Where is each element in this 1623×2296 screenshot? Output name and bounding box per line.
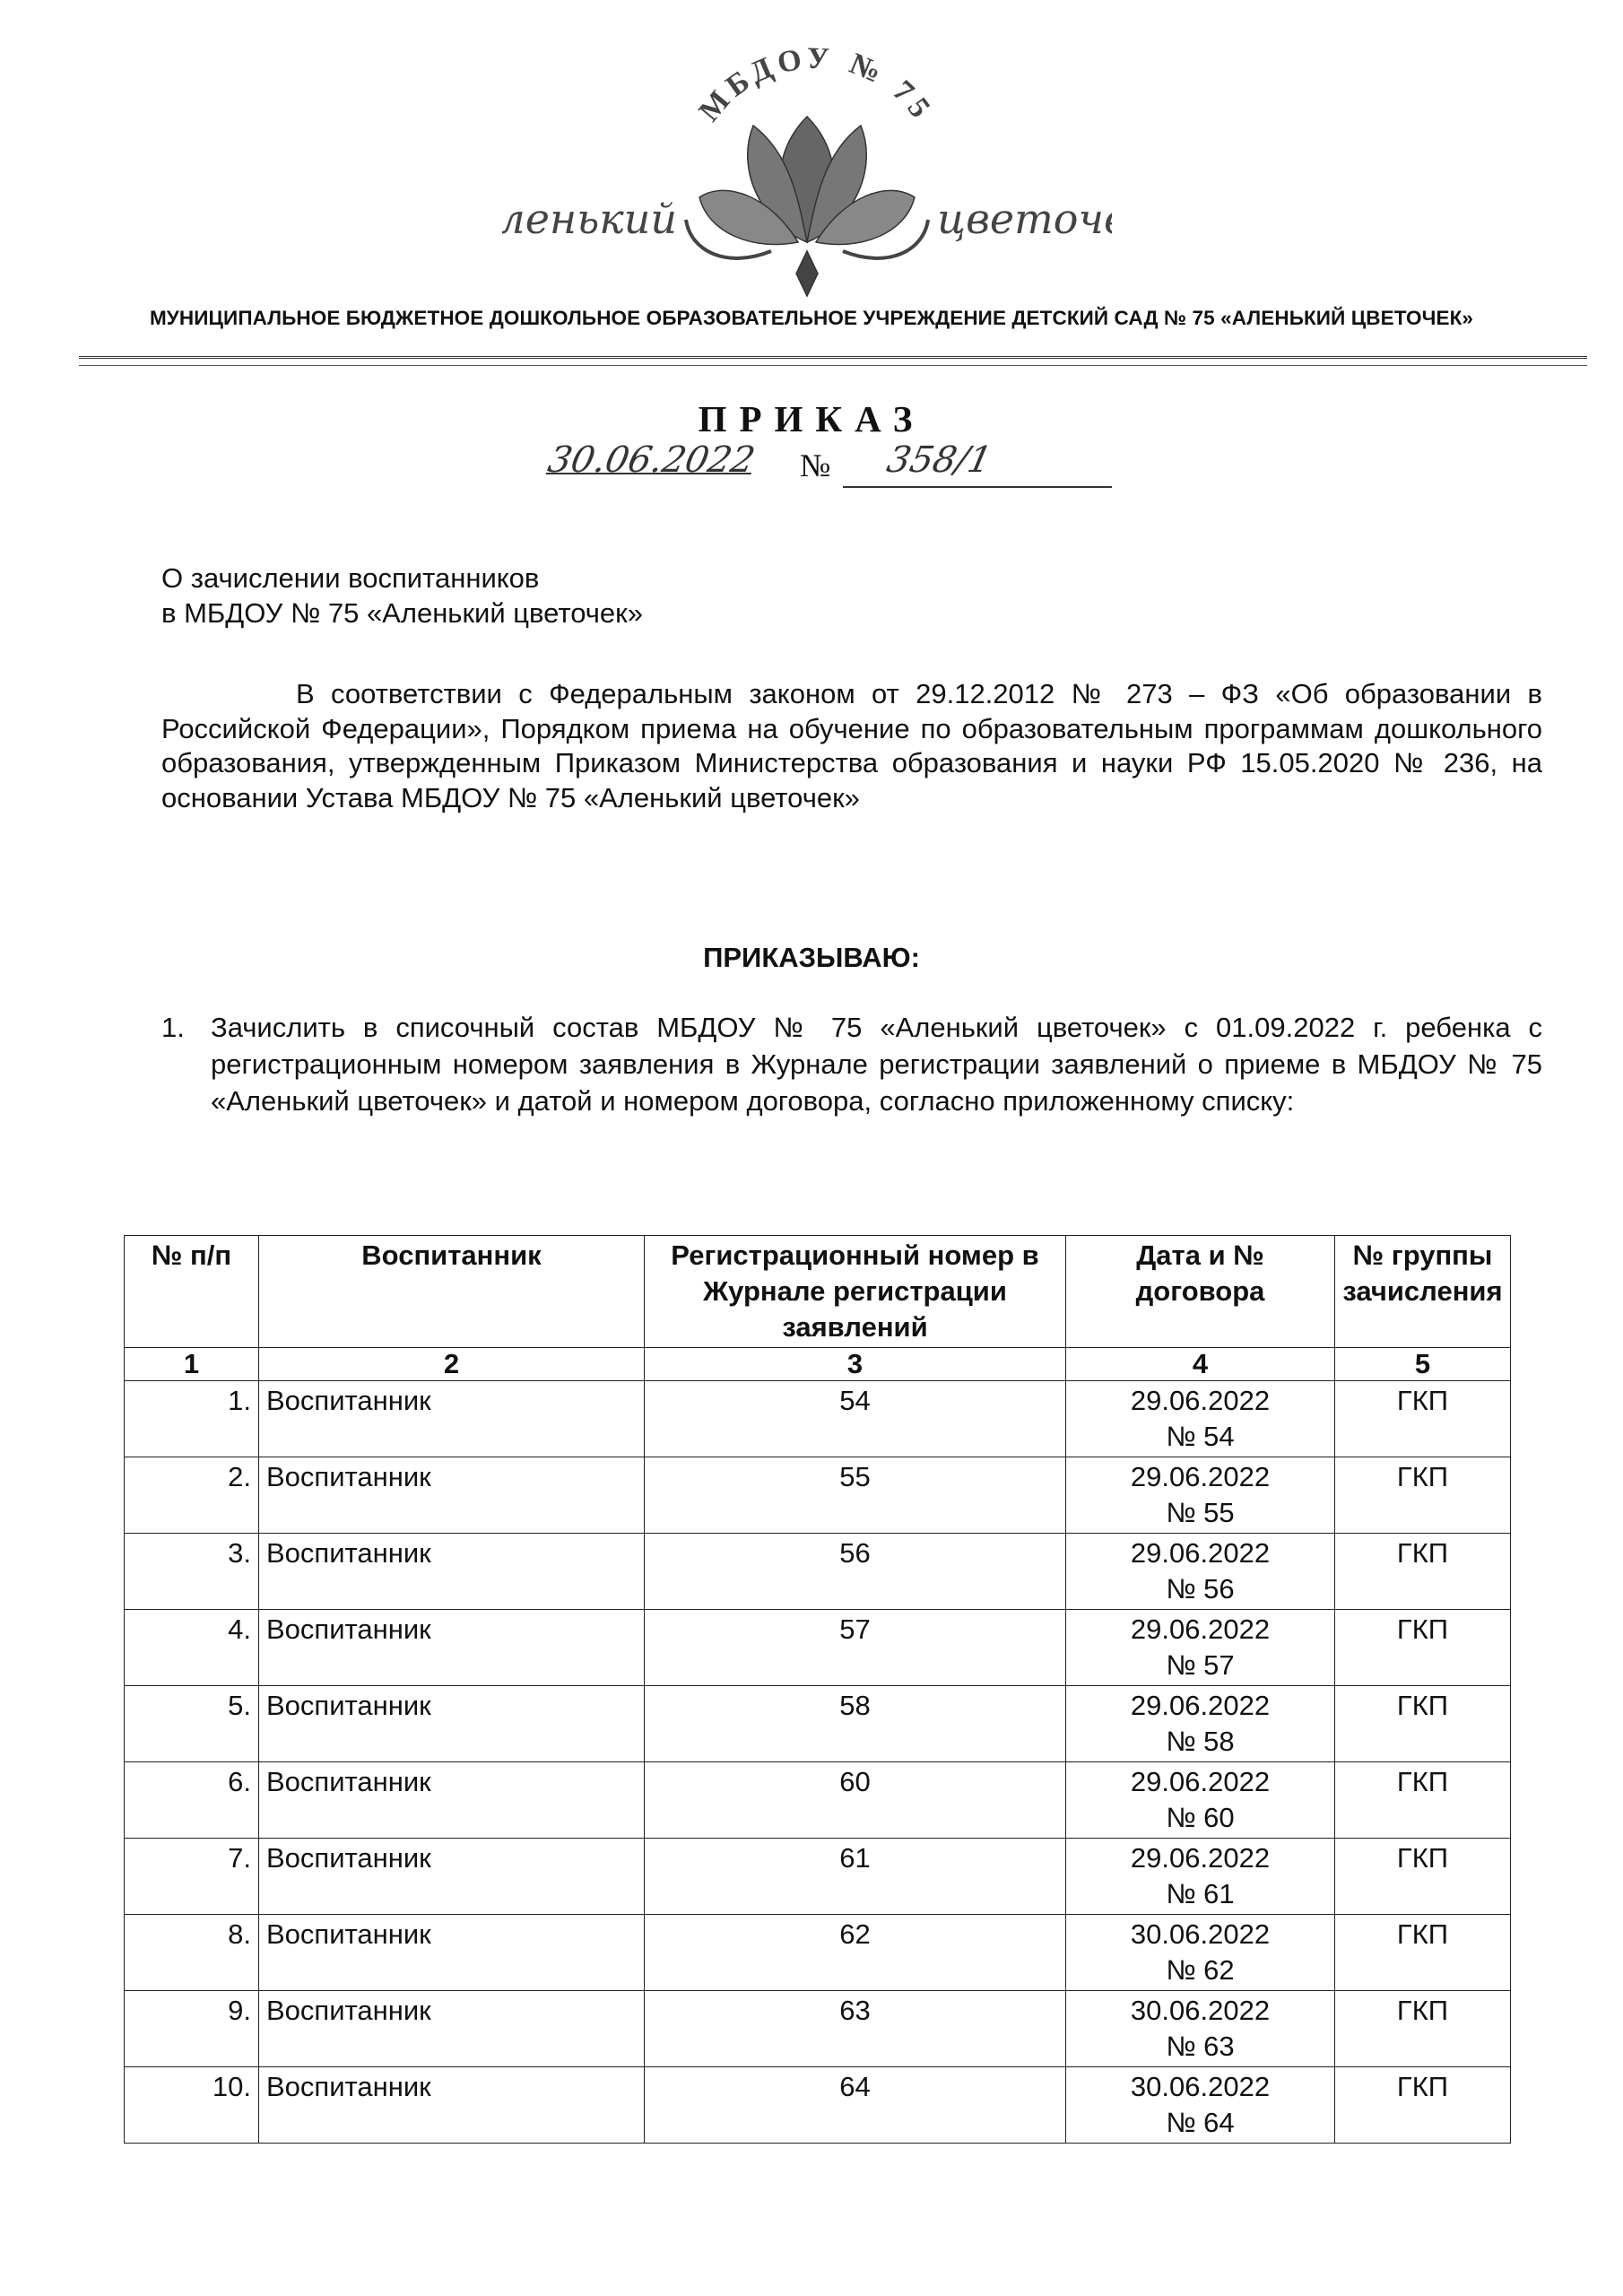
contract-number: № 56 <box>1166 1573 1235 1605</box>
table-row <box>125 2067 1511 2144</box>
contract-number: № 55 <box>1166 1497 1235 1528</box>
group-cell: ГКП <box>1335 1686 1511 1762</box>
contract-date: 29.06.2022 <box>1130 1461 1271 1492</box>
enrollment-table <box>124 1235 1511 2144</box>
order-item-1 <box>161 1009 1542 1119</box>
column-index: 4 <box>1066 1348 1335 1381</box>
contract-number: № 60 <box>1166 1802 1235 1833</box>
header-number: № п/п <box>125 1236 259 1348</box>
group-cell: ГКП <box>1335 1839 1511 1915</box>
group-cell: ГКП <box>1335 1381 1511 1457</box>
header-divider-thin <box>79 365 1587 366</box>
pupil-name: Воспитанник <box>259 2067 645 2144</box>
registration-number: 58 <box>645 1686 1066 1762</box>
contract-cell <box>1066 1762 1335 1839</box>
document-title: ПРИКАЗ <box>698 398 925 439</box>
group-cell: ГКП <box>1335 1610 1511 1686</box>
contract-date: 29.06.2022 <box>1130 1690 1271 1721</box>
table-row <box>125 1534 1511 1610</box>
contract-date: 29.06.2022 <box>1130 1842 1271 1874</box>
contract-date: 30.06.2022 <box>1130 2071 1271 2102</box>
contract-cell <box>1066 1991 1335 2067</box>
contract-number: № 61 <box>1166 1878 1235 1909</box>
logo-left-text: енький <box>525 195 677 243</box>
svg-text:МБДОУ № 75 <box>693 42 940 128</box>
kindergarten-logo <box>502 27 1112 305</box>
registration-number: 54 <box>645 1381 1066 1457</box>
table-row <box>125 1915 1511 1991</box>
subject-line-2: в МБДОУ № 75 «Аленький цветочек» <box>161 597 643 629</box>
contract-cell <box>1066 1381 1335 1457</box>
group-cell: ГКП <box>1335 2067 1511 2144</box>
contract-date: 30.06.2022 <box>1130 1995 1271 2026</box>
pupil-name: Воспитанник <box>259 1839 645 1915</box>
row-number: 10. <box>125 2067 259 2144</box>
registration-number: 64 <box>645 2067 1066 2144</box>
row-number: 6. <box>125 1762 259 1839</box>
row-number: 5. <box>125 1686 259 1762</box>
contract-date: 30.06.2022 <box>1130 1918 1271 1950</box>
pupil-name: Воспитанник <box>259 1915 645 1991</box>
row-number: 8. <box>125 1915 259 1991</box>
column-index: 2 <box>259 1348 645 1381</box>
contract-cell <box>1066 1839 1335 1915</box>
column-index: 5 <box>1335 1348 1511 1381</box>
handwritten-date: 30.06.2022 <box>544 439 759 481</box>
order-subject <box>161 561 643 631</box>
flower-logo-icon <box>502 27 1112 305</box>
table-row <box>125 1457 1511 1534</box>
pupil-name: Воспитанник <box>259 1610 645 1686</box>
registration-number: 56 <box>645 1534 1066 1610</box>
registration-number: 55 <box>645 1457 1066 1534</box>
group-cell: ГКП <box>1335 1762 1511 1839</box>
number-underline <box>843 486 1112 488</box>
table-header-row <box>125 1236 1511 1348</box>
group-cell: ГКП <box>1335 1457 1511 1534</box>
table-row <box>125 1839 1511 1915</box>
header-group: № группы зачисления <box>1335 1236 1511 1348</box>
logo-arc-text: МБДОУ № 75 <box>692 41 940 128</box>
row-number: 1. <box>125 1381 259 1457</box>
contract-date: 29.06.2022 <box>1130 1766 1271 1797</box>
contract-cell <box>1066 1915 1335 1991</box>
table-index-row <box>125 1348 1511 1381</box>
group-cell: ГКП <box>1335 1534 1511 1610</box>
header-contract: Дата и № договора <box>1066 1236 1335 1348</box>
pupil-name: Воспитанник <box>259 1457 645 1534</box>
registration-number: 60 <box>645 1762 1066 1839</box>
contract-cell <box>1066 1457 1335 1534</box>
item-text: Зачислить в списочный состав МБДОУ № 75 «Аленький цветочек» с 01.09.2022 г. ребенка с регистрационным номером заявления в Журнале регистрации заявлений о приеме в МБДОУ № 75 «Аленький цветочек» и датой и номером договора, согласно приложенному списку: <box>211 1012 1542 1117</box>
table-row <box>125 1686 1511 1762</box>
table-row <box>125 1610 1511 1686</box>
pupil-name: Воспитанник <box>259 1991 645 2067</box>
item-number: 1. <box>161 1012 185 1043</box>
contract-number: № 57 <box>1166 1649 1235 1681</box>
pupil-name: Воспитанник <box>259 1686 645 1762</box>
contract-cell <box>1066 1686 1335 1762</box>
order-heading: ПРИКАЗЫВАЮ: <box>703 942 920 973</box>
pupil-name: Воспитанник <box>259 1534 645 1610</box>
contract-date: 29.06.2022 <box>1130 1537 1271 1569</box>
registration-number: 62 <box>645 1915 1066 1991</box>
handwritten-order-number: 358/1 <box>883 439 996 481</box>
header-registration-number: Регистрационный номер в Журнале регистрации заявлений <box>645 1236 1066 1348</box>
subject-line-1: О зачислении воспитанников <box>161 562 540 594</box>
contract-number: № 54 <box>1166 1421 1235 1452</box>
contract-date: 29.06.2022 <box>1130 1613 1271 1645</box>
contract-number: № 64 <box>1166 2107 1235 2138</box>
registration-number: 63 <box>645 1991 1066 2067</box>
logo-right-text: цветоч <box>937 195 1105 243</box>
group-cell: ГКП <box>1335 1915 1511 1991</box>
row-number: 3. <box>125 1534 259 1610</box>
contract-number: № 63 <box>1166 2031 1235 2062</box>
number-sign: № <box>800 448 831 483</box>
header-pupil: Воспитанник <box>259 1236 645 1348</box>
order-date-number-line <box>0 439 1623 493</box>
row-number: 7. <box>125 1839 259 1915</box>
table-row <box>125 1762 1511 1839</box>
contract-date: 29.06.2022 <box>1130 1385 1271 1416</box>
contract-cell <box>1066 1610 1335 1686</box>
registration-number: 61 <box>645 1839 1066 1915</box>
column-index: 1 <box>125 1348 259 1381</box>
registration-number: 57 <box>645 1610 1066 1686</box>
contract-cell <box>1066 1534 1335 1610</box>
contract-number: № 58 <box>1166 1726 1235 1757</box>
pupil-name: Воспитанник <box>259 1762 645 1839</box>
preamble-paragraph: В соответствии с Федеральным законом от 29.12.2012 № 273 – ФЗ «Об образовании в Российской Федерации», Порядком приема на обучение по образовательным программам дошкольного образования, утвержденным Приказом Министерства образования и науки РФ 15.05.2020 № 236, на основании Устава МБДОУ № 75 «Аленький цветочек» <box>161 678 1542 813</box>
table-row <box>125 1991 1511 2067</box>
organization-name: МУНИЦИПАЛЬНОЕ БЮДЖЕТНОЕ ДОШКОЛЬНОЕ ОБРАЗОВАТЕЛЬНОЕ УЧРЕЖДЕНИЕ ДЕТСКИЙ САД № 75 «АЛЕНЬКИЙ ЦВЕТОЧЕК» <box>149 307 1474 329</box>
pupil-name: Воспитанник <box>259 1381 645 1457</box>
table-row <box>125 1381 1511 1457</box>
row-number: 9. <box>125 1991 259 2067</box>
header-divider <box>79 356 1587 362</box>
group-cell: ГКП <box>1335 1991 1511 2067</box>
row-number: 4. <box>125 1610 259 1686</box>
contract-cell <box>1066 2067 1335 2144</box>
contract-number: № 62 <box>1166 1954 1235 1986</box>
column-index: 3 <box>645 1348 1066 1381</box>
row-number: 2. <box>125 1457 259 1534</box>
